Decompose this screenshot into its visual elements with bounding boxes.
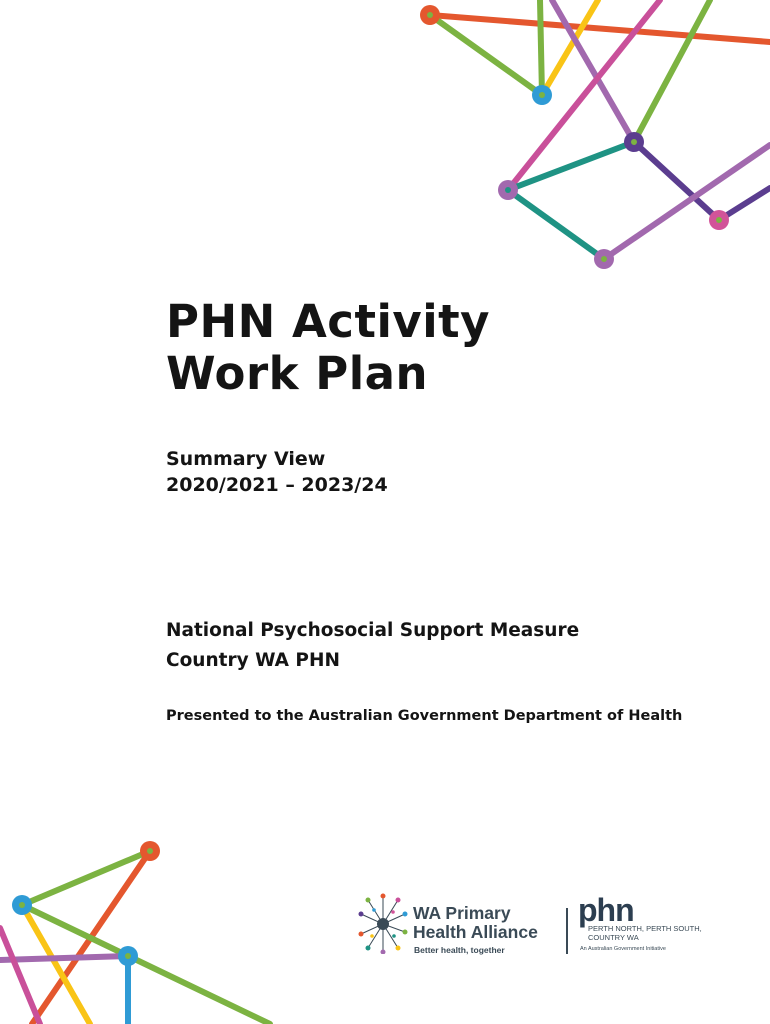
deco-node-center: [427, 12, 433, 18]
phn-name: Country WA PHN: [166, 650, 340, 671]
measure-name: National Psychosocial Support Measure: [166, 620, 580, 641]
alliance-tagline: Better health, together: [414, 945, 505, 955]
deco-line: [430, 15, 770, 42]
footer-logos: [358, 888, 703, 960]
deco-line: [542, 0, 598, 95]
deco-line: [430, 15, 542, 95]
deco-line: [0, 956, 128, 960]
deco-node-center: [539, 92, 545, 98]
deco-line: [0, 928, 40, 1024]
deco-node-center: [125, 953, 131, 959]
deco-line: [508, 190, 604, 259]
phn-regions-line-2: COUNTRY WA: [588, 933, 639, 942]
deco-node-center: [631, 139, 637, 145]
wa-primary-health-alliance-logo-icon: [358, 890, 408, 954]
phn-regions: [588, 924, 708, 942]
alliance-name-line-1: WA Primary: [413, 903, 511, 923]
phn-regions-line-1: PERTH NORTH, PERTH SOUTH,: [588, 924, 702, 933]
deco-node-center: [147, 848, 153, 854]
subtitle-line-1: Summary View: [166, 448, 326, 470]
phn-logo-wordmark: phn: [578, 892, 634, 928]
logo-divider: [566, 908, 568, 954]
phn-initiative-text: An Australian Government Initiative: [580, 946, 666, 952]
deco-node-center: [716, 217, 722, 223]
presented-to-text: Presented to the Australian Government Department of Health: [166, 708, 683, 724]
document-subtitle: [166, 446, 388, 498]
deco-node-center: [19, 902, 25, 908]
deco-line: [540, 0, 542, 95]
title-line-1: PHN Activity: [166, 295, 491, 348]
measure-block: [166, 616, 579, 676]
alliance-name-line-2: Health Alliance: [413, 922, 538, 942]
alliance-name: [413, 904, 538, 942]
subtitle-line-2: 2020/2021 – 2023/24: [166, 474, 388, 496]
title-line-2: Work Plan: [166, 347, 429, 400]
deco-node-center: [505, 187, 511, 193]
document-title: [166, 296, 490, 400]
deco-node-center: [601, 256, 607, 262]
